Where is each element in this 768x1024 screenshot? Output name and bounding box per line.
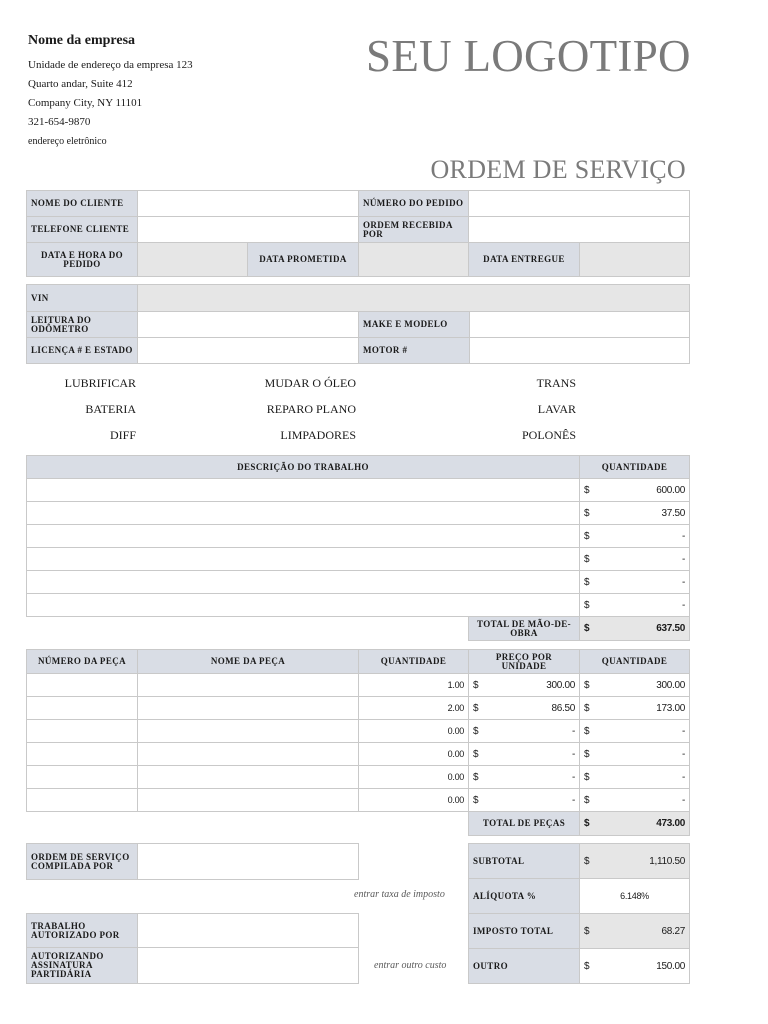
labor-amount-cell (580, 479, 690, 502)
service-polish[interactable]: POLONÊS (521, 428, 576, 442)
currency-symbol: $ (584, 771, 590, 783)
tax-rate-note: entrar taxa de imposto (354, 889, 445, 900)
vin-field[interactable] (138, 285, 690, 312)
subtotal-label: SUBTOTAL (469, 844, 580, 879)
engine-label: MOTOR # (359, 338, 470, 364)
parts-total-cell (580, 812, 690, 836)
company-name: Nome da empresa (28, 33, 136, 48)
labor-table (26, 455, 690, 641)
labor-amount-value: - (681, 576, 686, 588)
labor-description-cell[interactable] (27, 479, 580, 502)
currency-symbol: $ (584, 553, 590, 565)
part-amount-cell (580, 789, 690, 812)
parts-total-label: TOTAL DE PEÇAS (469, 812, 580, 836)
received-by-field[interactable] (469, 217, 690, 243)
part-price-value: - (571, 725, 575, 737)
labor-total-cell (580, 617, 690, 641)
part-amount-value: 300.00 (656, 679, 685, 691)
service-lubricate[interactable]: LUBRIFICAR (64, 376, 136, 390)
other-label: OUTRO (469, 949, 580, 984)
parts-table (26, 649, 690, 836)
part-name-cell[interactable] (138, 766, 359, 789)
part-number-cell[interactable] (27, 697, 138, 720)
part-number-cell[interactable] (27, 789, 138, 812)
part-name-cell[interactable] (138, 743, 359, 766)
company-address-line-2: Quarto andar, Suite 412 (28, 78, 133, 90)
customer-name-field[interactable] (138, 191, 359, 217)
currency-symbol: $ (584, 702, 590, 714)
part-qty-value[interactable]: 2.00 (359, 697, 469, 720)
part-name-cell[interactable] (138, 674, 359, 697)
part-price-cell (469, 697, 580, 720)
part-price-value: - (571, 794, 575, 806)
compiled-by-label: ORDEM DE SERVIÇO COMPILADA POR (27, 844, 138, 880)
company-address-line-1: Unidade de endereço da empresa 123 (28, 59, 193, 71)
tax-total-label: IMPOSTO TOTAL (469, 914, 580, 949)
customer-name-label: NOME DO CLIENTE (27, 191, 138, 217)
service-oil-change[interactable]: MUDAR O ÓLEO (264, 376, 356, 390)
totals-table (468, 843, 690, 984)
make-model-field[interactable] (470, 312, 690, 338)
subtotal-value: 1,110.50 (649, 855, 685, 867)
currency-symbol: $ (473, 725, 479, 737)
customer-phone-label: TELEFONE CLIENTE (27, 217, 138, 243)
part-amount-cell (580, 743, 690, 766)
customer-phone-field[interactable] (138, 217, 359, 243)
signature-field[interactable] (138, 948, 359, 984)
company-email: endereço eletrônico (28, 136, 107, 147)
labor-description-header: DESCRIÇÃO DO TRABALHO (27, 456, 580, 479)
labor-total-label: TOTAL DE MÃO-DE-OBRA (469, 617, 580, 641)
labor-description-cell[interactable] (27, 571, 580, 594)
subtotal-cell (580, 844, 690, 879)
other-cost-note: entrar outro custo (374, 960, 447, 971)
currency-symbol: $ (473, 794, 479, 806)
labor-amount-header: QUANTIDADE (580, 456, 690, 479)
tax-total-value: 68.27 (661, 925, 685, 937)
labor-total-value: 637.50 (656, 623, 686, 634)
order-number-field[interactable] (469, 191, 690, 217)
currency-symbol: $ (473, 748, 479, 760)
labor-amount-value: 37.50 (661, 507, 686, 519)
part-qty-value[interactable]: 0.00 (359, 789, 469, 812)
license-field[interactable] (138, 338, 359, 364)
order-datetime-label: DATA E HORA DO PEDIDO (27, 243, 138, 277)
currency-symbol: $ (584, 725, 590, 737)
service-wipers[interactable]: LIMPADORES (280, 428, 356, 442)
service-flat-repair[interactable]: REPARO PLANO (266, 402, 356, 416)
customer-info-table (26, 190, 690, 277)
license-label: LICENÇA # E ESTADO (27, 338, 138, 364)
part-number-cell[interactable] (27, 720, 138, 743)
document-title: ORDEM DE SERVIÇO (430, 155, 686, 184)
part-amount-cell (580, 766, 690, 789)
compiled-by-field[interactable] (138, 844, 359, 880)
part-price-cell (469, 720, 580, 743)
part-amount-cell (580, 720, 690, 743)
logo-placeholder: SEU LOGOTIPO (366, 31, 691, 81)
odometer-label: LEITURA DO ODÔMETRO (27, 312, 138, 338)
other-value: 150.00 (656, 960, 685, 972)
delivered-date-field[interactable] (580, 243, 690, 277)
currency-symbol: $ (584, 623, 590, 634)
part-qty-value[interactable]: 0.00 (359, 743, 469, 766)
currency-symbol: $ (584, 576, 590, 588)
company-phone: 321-654-9870 (28, 116, 91, 128)
part-amount-value: 173.00 (656, 702, 685, 714)
labor-amount-value: 600.00 (656, 484, 686, 496)
tax-rate-value[interactable]: 6.148% (580, 879, 690, 914)
order-number-label: NÚMERO DO PEDIDO (359, 191, 469, 217)
order-datetime-field[interactable] (138, 243, 248, 277)
currency-symbol: $ (584, 818, 590, 829)
part-amount-value: - (681, 725, 685, 737)
service-battery[interactable]: BATERIA (85, 402, 136, 416)
parts-total-value: 473.00 (656, 818, 685, 829)
labor-amount-value: - (681, 599, 686, 611)
service-trans[interactable]: TRANS (536, 376, 576, 390)
make-model-label: MAKE E MODELO (359, 312, 470, 338)
service-diff[interactable]: DIFF (109, 428, 136, 442)
vehicle-info-table (26, 284, 690, 364)
labor-amount-value: - (681, 530, 686, 542)
part-price-value: 86.50 (551, 702, 575, 714)
currency-symbol: $ (584, 530, 590, 542)
part-name-header: NOME DA PEÇA (138, 650, 359, 674)
tax-total-cell (580, 914, 690, 949)
part-price-value: 300.00 (546, 679, 575, 691)
vin-label: VIN (27, 285, 138, 312)
part-amount-header: QUANTIDADE (580, 650, 690, 674)
part-amount-value: - (681, 748, 685, 760)
part-name-cell[interactable] (138, 789, 359, 812)
part-number-cell[interactable] (27, 766, 138, 789)
labor-amount-value: - (681, 553, 686, 565)
part-number-cell[interactable] (27, 743, 138, 766)
labor-description-cell[interactable] (27, 548, 580, 571)
labor-description-cell[interactable] (27, 594, 580, 617)
currency-symbol: $ (473, 771, 479, 783)
labor-description-cell[interactable] (27, 525, 580, 548)
currency-symbol: $ (584, 855, 590, 867)
labor-amount-cell (580, 548, 690, 571)
currency-symbol: $ (584, 748, 590, 760)
part-price-value: - (571, 748, 575, 760)
part-name-cell[interactable] (138, 720, 359, 743)
currency-symbol: $ (584, 507, 590, 519)
received-by-label: ORDEM RECEBIDA POR (359, 217, 469, 243)
labor-description-cell[interactable] (27, 502, 580, 525)
labor-amount-cell (580, 502, 690, 525)
part-qty-value[interactable]: 0.00 (359, 766, 469, 789)
part-amount-cell (580, 697, 690, 720)
service-wash[interactable]: LAVAR (537, 402, 576, 416)
engine-field[interactable] (470, 338, 690, 364)
compiled-by-table (26, 843, 359, 880)
currency-symbol: $ (584, 484, 590, 496)
labor-amount-cell (580, 571, 690, 594)
authorized-by-label: TRABALHO AUTORIZADO POR (27, 914, 138, 948)
company-address-line-3: Company City, NY 11101 (28, 97, 143, 109)
part-amount-value: - (681, 794, 685, 806)
authorization-table (26, 913, 359, 984)
currency-symbol: $ (584, 599, 590, 611)
part-price-cell (469, 766, 580, 789)
labor-amount-cell (580, 525, 690, 548)
part-name-cell[interactable] (138, 697, 359, 720)
tax-rate-label: ALÍQUOTA % (469, 879, 580, 914)
currency-symbol: $ (473, 702, 479, 714)
part-amount-cell (580, 674, 690, 697)
currency-symbol: $ (584, 925, 590, 937)
part-number-cell[interactable] (27, 674, 138, 697)
promised-date-field[interactable] (359, 243, 469, 277)
currency-symbol: $ (584, 794, 590, 806)
part-amount-value: - (681, 771, 685, 783)
labor-amount-cell (580, 594, 690, 617)
part-price-cell (469, 674, 580, 697)
odometer-field[interactable] (138, 312, 359, 338)
other-cell[interactable] (580, 949, 690, 984)
authorized-by-field[interactable] (138, 914, 359, 948)
currency-symbol: $ (584, 960, 590, 972)
part-number-header: NÚMERO DA PEÇA (27, 650, 138, 674)
currency-symbol: $ (473, 679, 479, 691)
part-price-cell (469, 789, 580, 812)
part-qty-value[interactable]: 0.00 (359, 720, 469, 743)
signature-label: AUTORIZANDO ASSINATURA PARTIDÁRIA (27, 948, 138, 984)
part-unit-price-header: PREÇO POR UNIDADE (469, 650, 580, 674)
delivered-date-label: DATA ENTREGUE (469, 243, 580, 277)
part-qty-value[interactable]: 1.00 (359, 674, 469, 697)
promised-date-label: DATA PROMETIDA (248, 243, 359, 277)
part-price-cell (469, 743, 580, 766)
part-price-value: - (571, 771, 575, 783)
currency-symbol: $ (584, 679, 590, 691)
part-qty-header: QUANTIDADE (359, 650, 469, 674)
